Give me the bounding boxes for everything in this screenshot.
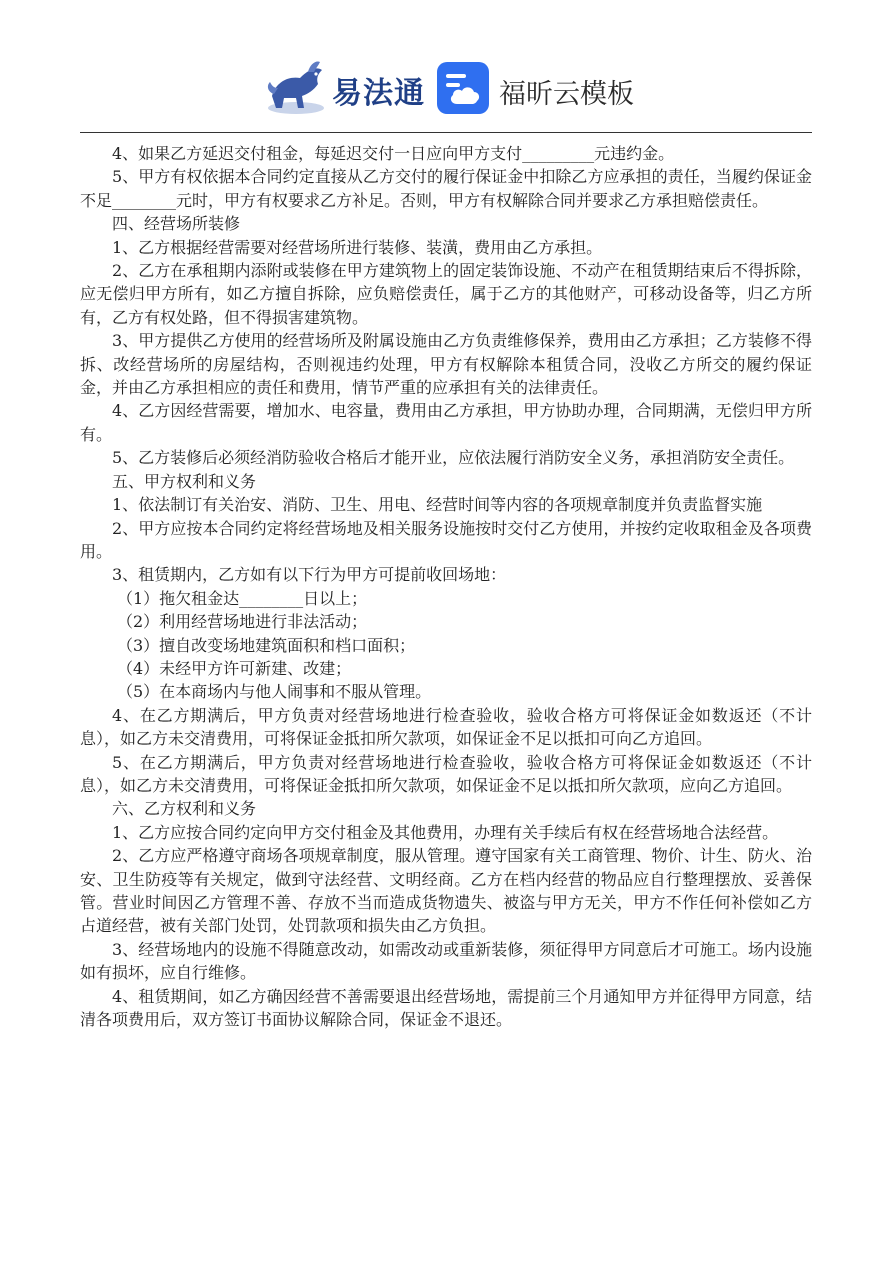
paragraph: 3、经营场地内的设施不得随意改动，如需改动或重新装修，须征得甲方同意后才可施工。场内设施如有损坏，应自行维修。 bbox=[80, 939, 812, 983]
section-heading: 四、经营场所装修 bbox=[112, 214, 241, 234]
section-heading: 五、甲方权利和义务 bbox=[112, 471, 257, 491]
paragraph: 4、在乙方期满后，甲方负责对经营场地进行检查验收，验收合格方可将保证金如数返还（不计息），如乙方未交清费用，可将保证金抵扣所欠款项，如保证金不足以抵扣可向乙方追回。 bbox=[80, 705, 812, 749]
paragraph: 5、乙方装修后必须经消防验收合格后才能开业，应依法履行消防安全义务，承担消防安全责任。 bbox=[112, 448, 795, 468]
list-item: （2）利用经营场地进行非法活动； bbox=[117, 612, 368, 632]
yifatong-logo-text: 易法通 bbox=[332, 76, 425, 111]
list-item: （3）擅自改变场地建筑面积和档口面积； bbox=[117, 635, 416, 655]
paragraph: 3、甲方提供乙方使用的经营场所及附属设施由乙方负责维修保养，费用由乙方承担；乙方装修不得拆、改经营场所的房屋结构，否则视违约处理，甲方有权解除本租赁合同，没收乙方所交的履约保证金，并由乙方承担相应的责任和费用，情节严重的应承担有关的法律责任。 bbox=[80, 331, 812, 398]
qilin-mascot-icon bbox=[262, 56, 328, 120]
foxit-template-logo-text: 福昕云模板 bbox=[499, 79, 634, 110]
paragraph: 2、甲方应按本合同约定将经营场地及相关服务设施按时交付乙方使用，并按约定收取租金及各项费用。 bbox=[80, 518, 812, 561]
page-header bbox=[0, 0, 893, 132]
paragraph: 5、甲方有权依据本合同约定直接从乙方交付的履行保证金中扣除乙方应承担的责任，当履约保证金不足________元时，甲方有权要求乙方补足。否则，甲方有权解除合同并要求乙方承担赔偿责任。 bbox=[80, 167, 812, 210]
paragraph: 3、租赁期内，乙方如有以下行为甲方可提前收回场地： bbox=[112, 565, 507, 585]
list-item: （1）拖欠租金达________日以上； bbox=[117, 588, 368, 608]
paragraph: 5、在乙方期满后，甲方负责对经营场地进行检查验收，验收合格方可将保证金如数返还（不计息），如乙方未交清费用，可将保证金抵扣所欠款项，如保证金不足以抵扣所欠款项，应向乙方追回。 bbox=[80, 752, 812, 795]
paragraph: 2、乙方在承租期内添附或装修在甲方建筑物上的固定装饰设施、不动产在租赁期结束后不得拆除，应无偿归甲方所有，如乙方擅自拆除，应负赔偿责任，属于乙方的其他财产，可移动设备等，归乙方所有，乙方有权处路，但不得损害建筑物。 bbox=[80, 261, 812, 327]
paragraph: 4、乙方因经营需要，增加水、电容量，费用由乙方承担，甲方协助办理，合同期满，无偿归甲方所有。 bbox=[80, 401, 812, 444]
section-heading: 六、乙方权利和义务 bbox=[112, 799, 257, 819]
paragraph: 1、乙方根据经营需要对经营场所进行装修、装潢，费用由乙方承担。 bbox=[112, 237, 603, 257]
paragraph: 4、如果乙方延迟交付租金，每延迟交付一日应向甲方支付_________元违约金。 bbox=[112, 144, 675, 163]
document-body bbox=[80, 142, 812, 1031]
foxit-template-logo bbox=[437, 62, 637, 116]
paragraph: 1、乙方应按合同约定向甲方交付租金及其他费用，办理有关手续后有权在经营场地合法经营。 bbox=[112, 822, 779, 842]
paragraph: 2、乙方应严格遵守商场各项规章制度，服从管理。遵守国家有关工商管理、物价、计生、防火、治安、卫生防疫等有关规定，做到守法经营、文明经商。乙方在档内经营的物品应自行整理摆放、妥善保管。营业时间因乙方管理不善、存放不当而造成货物遗失、被盗与甲方无关，甲方不作任何补偿如乙方占道经营，被有关部门处罚，处罚款项和损失由乙方负担。 bbox=[80, 846, 812, 936]
paragraph: 1、依法制订有关治安、消防、卫生、用电、经营时间等内容的各项规章制度并负责监督实施 bbox=[112, 495, 763, 515]
list-item: （4）未经甲方许可新建、改建； bbox=[117, 658, 352, 678]
yifatong-logo bbox=[262, 56, 432, 120]
cloud-document-icon bbox=[437, 62, 489, 114]
paragraph: 4、租赁期间，如乙方确因经营不善需要退出经营场地，需提前三个月通知甲方并征得甲方同意，结清各项费用后，双方签订书面协议解除合同，保证金不退还。 bbox=[80, 986, 812, 1030]
list-item: （5）在本商场内与他人闹事和不服从管理。 bbox=[117, 682, 432, 702]
header-divider bbox=[80, 132, 812, 133]
